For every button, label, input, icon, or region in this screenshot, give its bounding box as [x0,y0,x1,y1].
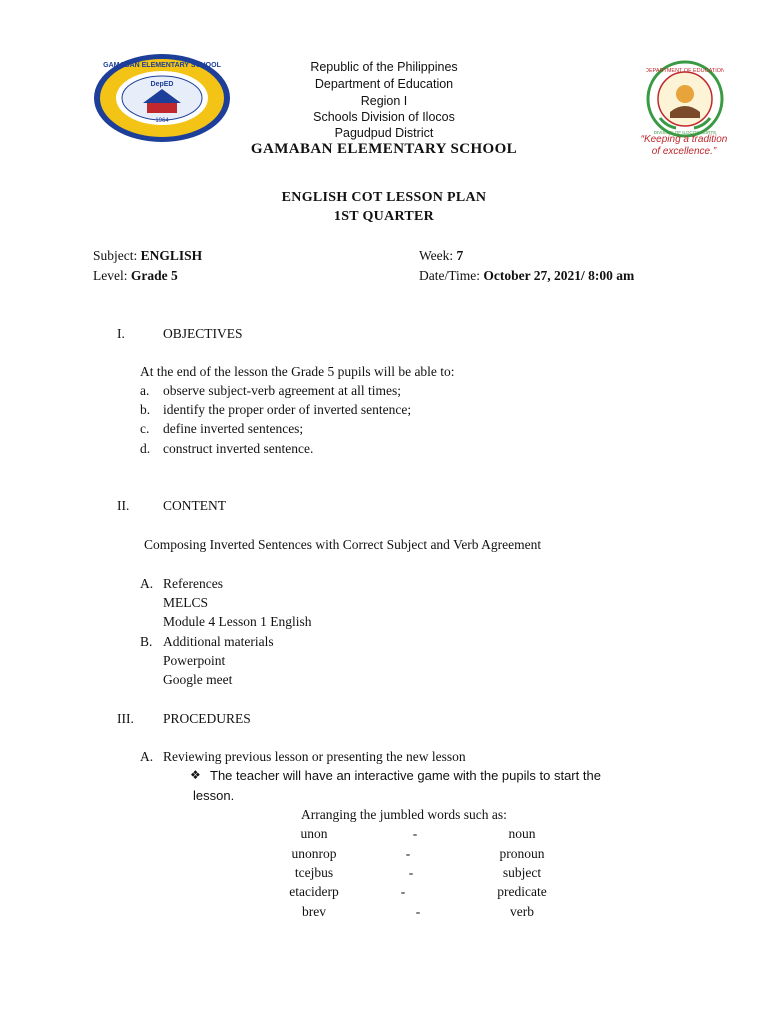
motto-line-2: of excellence.” [651,146,717,157]
procedure-a-label: Reviewing previous lesson or presenting the new lesson [163,749,466,764]
right-seal-subtext: DIVISION OF ILOCOS NORTE [653,130,717,135]
week-row [419,248,463,264]
subject-label: Subject: [93,248,138,263]
dash: - [400,884,406,899]
objective-letter: d. [140,441,151,456]
scrambled-word: etaciderp [289,884,339,899]
bullet-text-line-2: lesson. [193,788,235,803]
references-letter: A. [140,576,154,591]
objective-text: construct inverted sentence. [163,441,314,456]
references-label: References [163,576,223,591]
school-name: GAMABAN ELEMENTARY SCHOOL [250,141,518,157]
jumble-intro: Arranging the jumbled words such as: [301,807,507,822]
answer-word: verb [510,904,534,919]
objectives-intro: At the end of the lesson the Grade 5 pupils will be able to: [140,364,455,379]
objective-letter: b. [140,402,151,417]
header-division: Schools Division of Ilocos [313,110,455,124]
scrambled-word: unon [300,826,328,841]
objectives-heading: OBJECTIVES [163,326,243,341]
scrambled-word: unonrop [291,846,337,861]
objective-text: identify the proper order of inverted sentence; [163,402,412,417]
objectives-numeral: I. [117,326,125,341]
objective-text: observe subject-verb agreement at all times; [163,383,402,398]
material-item: Powerpoint [163,653,226,668]
procedures-numeral: III. [117,711,134,726]
reference-item: MELCS [163,595,209,610]
dash: - [408,865,414,880]
materials-letter: B. [140,634,153,649]
subject-value: ENGLISH [140,248,203,263]
material-item: Google meet [163,672,233,687]
left-seal-text: GAMABAN ELEMENTARY SCHOOL [103,62,221,69]
level-value: Grade 5 [130,268,178,283]
week-value: 7 [456,248,464,263]
dash: - [412,826,418,841]
dash: - [415,904,421,919]
svg-text:DepED: DepED [150,81,174,88]
reference-item: Module 4 Lesson 1 English [163,614,312,629]
motto-line-1: “Keeping a tradition [640,134,728,145]
quarter-title: 1ST QUARTER [333,209,435,224]
materials-label: Additional materials [163,634,274,649]
header-department: Department of Education [314,77,454,91]
objective-letter: c. [140,421,150,436]
datetime-label: Date/Time: [419,268,481,283]
datetime-row [419,268,634,284]
header-republic: Republic of the Philippines [310,60,458,74]
answer-word: subject [502,865,542,880]
motto [624,134,744,158]
diamond-bullet-icon: ❖ [190,768,201,782]
lesson-plan-title: ENGLISH COT LESSON PLAN [281,190,487,205]
scrambled-word: tcejbus [294,865,334,880]
level-label: Level: [93,268,128,283]
dash: - [405,846,411,861]
right-seal-text: DEPARTMENT OF EDUCATION [646,68,724,74]
week-label: Week: [419,248,454,263]
bullet-text-line-1: The teacher will have an interactive game with the pupils to start the [210,768,601,783]
answer-word: predicate [497,884,547,899]
procedures-heading: PROCEDURES [163,711,251,726]
subject-row [93,248,202,264]
scrambled-word: brev [302,904,326,919]
procedure-a-letter: A. [140,749,154,764]
content-topic: Composing Inverted Sentences with Correct Subject and Verb Agreement [144,537,542,552]
header-region: Region I [360,94,408,108]
left-seal-year: 1964 [155,118,169,124]
answer-word: pronoun [499,846,545,861]
header-district: Pagudpud District [334,126,434,140]
content-heading: CONTENT [163,498,226,513]
objective-text: define inverted sentences; [163,421,304,436]
content-numeral: II. [117,498,130,513]
answer-word: noun [508,826,536,841]
level-row [93,268,178,284]
datetime-value: October 27, 2021/ 8:00 am [483,268,635,283]
objective-letter: a. [140,383,150,398]
